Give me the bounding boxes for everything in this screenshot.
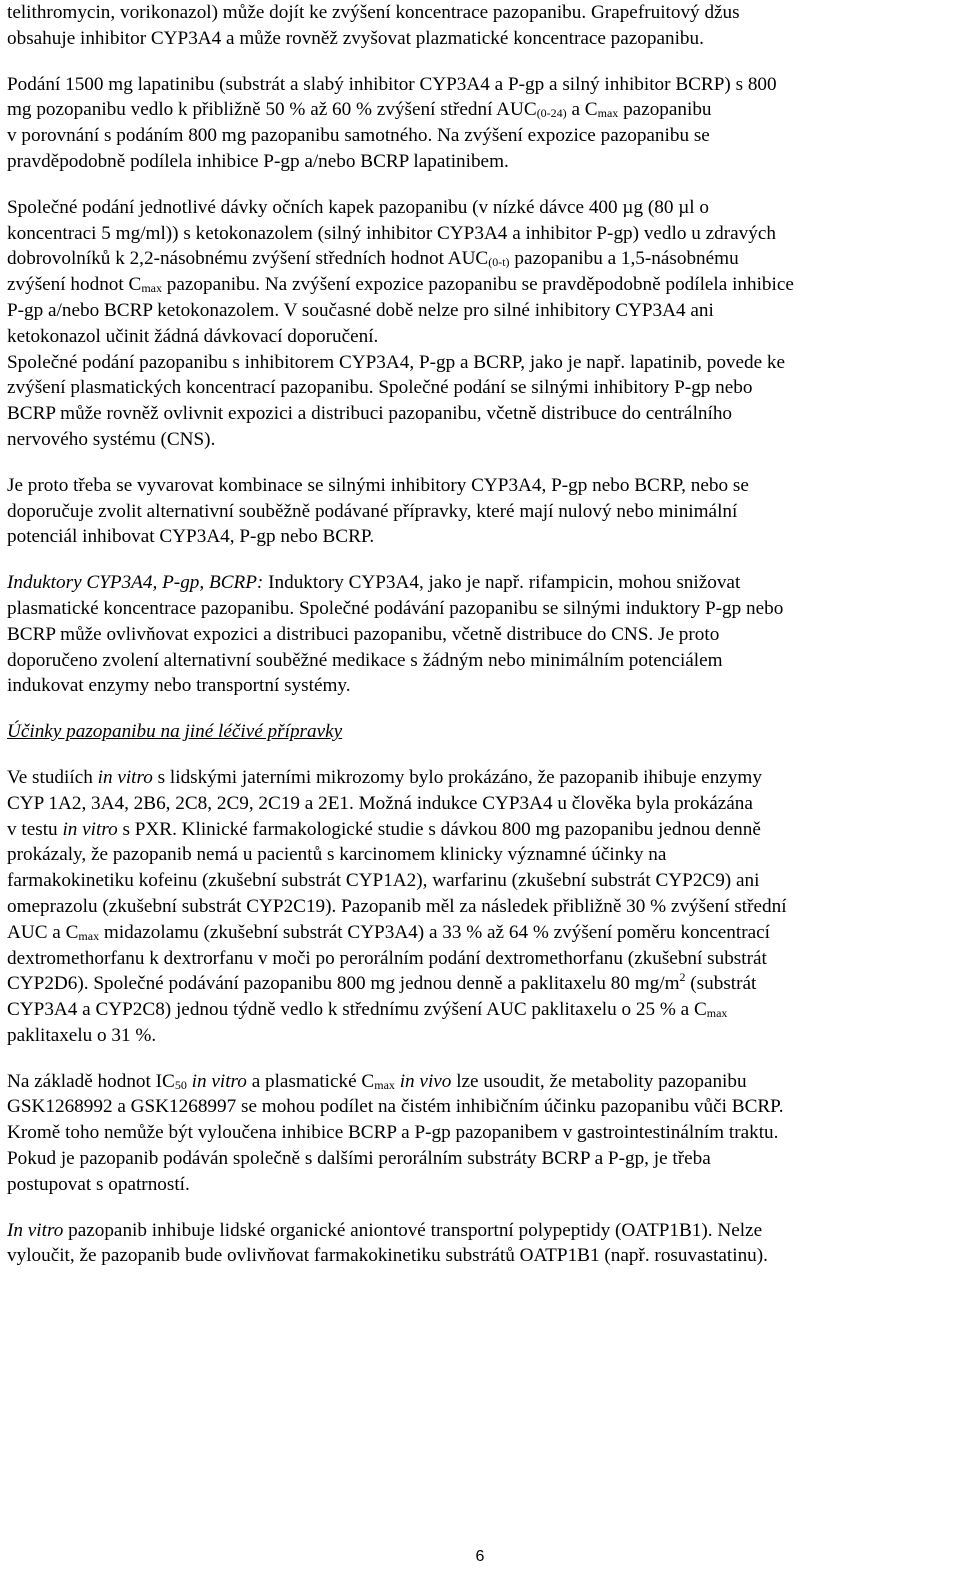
paragraph-inducers [7, 570, 955, 699]
text-fragment: midazolamu (zkušební substrát CYP3A4) a 33 % až 64 % zvýšení poměru koncentrací [99, 921, 770, 943]
text-fragment: (substrát [685, 973, 757, 995]
text-line: koncentraci 5 mg/ml)) s ketokonazolem (silný inhibitor CYP3A4 a inhibitor P-gp) vedlo u zdravých [7, 222, 776, 244]
document-page [7, 0, 955, 1269]
text-line: Společné podání pazopanibu s inhibitorem CYP3A4, P-gp a BCRP, jako je např. lapatinib, povede ke [7, 351, 786, 373]
subscript: max [78, 928, 100, 943]
text-line: P-gp a/nebo BCRP ketokonazolem. V současné době nelze pro silné inhibitory CYP3A4 ani [7, 299, 714, 321]
text-line: Společné podání jednotlivé dávky očních kapek pazopanibu (v nízké dávce 400 µg (80 µl o [7, 196, 709, 218]
text-fragment: s PXR. Klinické farmakologické studie s dávkou 800 mg pazopanibu jednou denně [117, 818, 761, 840]
text-fragment: Ve studiích [7, 766, 98, 788]
text-line: doporučuje zvolit alternativní souběžně podávané přípravky, které mají nulový nebo minimální [7, 500, 738, 522]
text-fragment: s lidskými jaterními mikrozomy bylo prokázáno, že pazopanib ihibuje enzymy [152, 766, 762, 788]
italic-term: in vivo [394, 1070, 452, 1092]
text-line: omeprazolu (zkušební substrát CYP2C19). Pazopanib měl za následek přibližně 30 % zvýšení střední [7, 895, 787, 917]
text-fragment: pazopanibu [618, 99, 712, 121]
paragraph-metabolites [7, 1069, 955, 1198]
text-line: pravděpodobně podílela inhibice P-gp a/nebo BCRP lapatinibem. [7, 150, 509, 172]
subscript: (0-t) [488, 255, 510, 270]
subscript: (0-24) [536, 106, 567, 121]
subscript: max [597, 106, 619, 121]
paragraph-cyp3a4-inhibitors-end [7, 0, 955, 52]
text-line: Pokud je pazopanib podáván společně s dalšími perorálním substráty BCRP a P-gp, je třeba [7, 1148, 711, 1170]
text-line: BCRP může rovněž ovlivnit expozici a distribuci pazopanibu, včetně distribuce do centrálního [7, 403, 733, 425]
text-fragment: Na základě hodnot IC [7, 1070, 175, 1092]
text-line: paklitaxelu o 31 %. [7, 1024, 157, 1046]
text-line: ketokonazol učinit žádná dávkovací doporučení. [7, 325, 379, 347]
inducers-label: Induktory CYP3A4, P-gp, BCRP: [7, 572, 264, 594]
text-line: GSK1268992 a GSK1268997 se mohou podílet na čistém inhibičním účinku pazopanibu vůči BCRP. [7, 1096, 784, 1118]
text-line: Kromě toho nemůže být vyloučena inhibice BCRP a P-gp pazopanibem v gastrointestinálním traktu. [7, 1122, 779, 1144]
text-line: doporučeno zvolení alternativní souběžné medikace s žádným nebo minimálním potenciálem [7, 649, 723, 671]
text-line: Je proto třeba se vyvarovat kombinace se silnými inhibitory CYP3A4, P-gp nebo BCRP, nebo se [7, 474, 749, 496]
text-fragment: pazopanib inhibuje lidské organické aniontové transportní polypeptidy (OATP1B1). Nelze [63, 1219, 763, 1241]
text-fragment: a plasmatické C [246, 1070, 375, 1092]
text-fragment: mg pozopanibu vedlo k přibližně 50 % až 60 % zvýšení střední AUC [7, 99, 537, 121]
text-line: prokázaly, že pazopanib nemá u pacientů s karcinomem klinicky významné účinky na [7, 844, 667, 866]
text-fragment: dobrovolníků k 2,2-násobnému zvýšení středních hodnot AUC [7, 248, 489, 270]
text-line: nervového systému (CNS). [7, 428, 216, 450]
section-heading-text: Účinky pazopanibu na jiné léčivé přípravky [7, 721, 343, 743]
text-fragment: v testu [7, 818, 63, 840]
italic-term: in vitro [186, 1070, 247, 1092]
text-fragment: zvýšení hodnot C [7, 274, 142, 296]
text-line: plasmatické koncentrace pazopanibu. Společné podávání pazopanibu se silnými induktory P-gp nebo [7, 597, 784, 619]
text-line: v porovnání s podáním 800 mg pazopanibu samotného. Na zvýšení expozice pazopanibu se [7, 125, 710, 147]
section-heading [7, 719, 955, 745]
text-line: CYP 1A2, 3A4, 2B6, 2C8, 2C9, 2C19 a 2E1. Možná indukce CYP3A4 u člověka byla prokázána [7, 792, 753, 814]
paragraph-in-vitro-enzymes [7, 765, 955, 1049]
text-line: Podání 1500 mg lapatinibu (substrát a slabý inhibitor CYP3A4 a P-gp a silný inhibitor BCRP) s 800 [7, 73, 777, 95]
subscript: 50 [174, 1077, 187, 1092]
text-fragment: pazopanibu a 1,5-násobnému [509, 248, 739, 270]
text-line: obsahuje inhibitor CYP3A4 a může rovněž zvyšovat plazmatické koncentrace pazopanibu. [7, 27, 704, 49]
text-line: dextromethorfanu k dextrorfanu v moči po perorálním podání dextromethorfanu (zkušební substrát [7, 947, 767, 969]
paragraph-oatp1b1 [7, 1218, 955, 1270]
text-fragment: a C [566, 99, 598, 121]
subscript: max [374, 1077, 395, 1092]
text-fragment: CYP2D6). Společné podávání pazopanibu 800 mg jednou denně a paklitaxelu 80 mg/m [7, 973, 680, 995]
text-line: vyloučit, že pazopanib bude ovlivňovat farmakokinetiku substrátů OATP1B1 (např. rosuvastatinu). [7, 1245, 768, 1267]
page-number: 6 [475, 1548, 485, 1565]
text-line: telithromycin, vorikonazol) může dojít ke zvýšení koncentrace pazopanibu. Grapefruitový džus [7, 2, 740, 23]
italic-term: in vitro [97, 766, 153, 788]
text-fragment: CYP3A4 a CYP2C8) jednou týdně vedlo k střednímu zvýšení AUC paklitaxelu o 25 % a C [7, 999, 707, 1021]
paragraph-lapatinib [7, 72, 955, 175]
text-fragment: AUC a C [7, 921, 79, 943]
text-fragment: Induktory CYP3A4, jako je např. rifampicin, mohou snižovat [263, 572, 741, 594]
text-fragment: pazopanibu. Na zvýšení expozice pazopanibu se pravděpodobně podílela inhibice [161, 274, 794, 296]
text-line: zvýšení plasmatických koncentrací pazopanibu. Společné podání se silnými inhibitory P-gp nebo [7, 377, 753, 399]
text-line: postupovat s opatrností. [7, 1173, 190, 1195]
text-line: potenciál inhibovat CYP3A4, P-gp nebo BCRP. [7, 526, 375, 548]
superscript: 2 [679, 970, 686, 985]
text-line: BCRP může ovlivňovat expozici a distribuci pazopanibu, včetně distribuce do CNS. Je proto [7, 623, 720, 645]
text-fragment: lze usoudit, že metabolity pazopanibu [451, 1070, 747, 1092]
text-line: indukovat enzymy nebo transportní systémy. [7, 675, 351, 697]
subscript: max [141, 281, 162, 296]
paragraph-avoid-combination [7, 473, 955, 550]
text-line: farmakokinetiku kofeinu (zkušební substrát CYP1A2), warfarinu (zkušební substrát CYP2C9) ani [7, 870, 760, 892]
paragraph-ketoconazole [7, 195, 955, 453]
italic-term: In vitro [7, 1219, 64, 1241]
subscript: max [706, 1006, 728, 1021]
italic-term: in vitro [62, 818, 118, 840]
